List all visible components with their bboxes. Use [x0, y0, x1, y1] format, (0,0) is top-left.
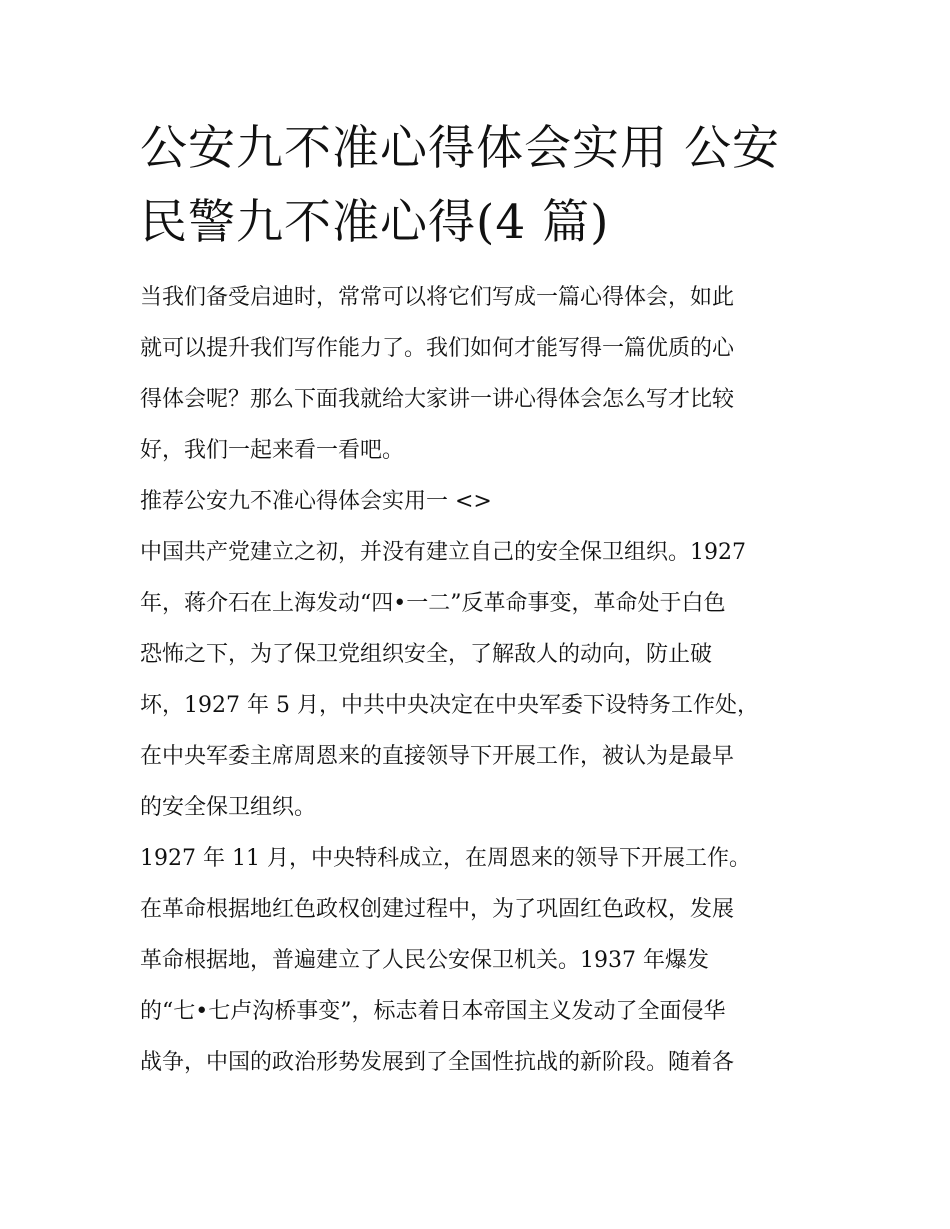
- document-title: [140, 112, 820, 260]
- text-line: 年，蒋介石在上海发动“四•一二”反革命事变，革命处于白色: [140, 591, 726, 616]
- text-line: 的安全保卫组织。: [140, 795, 317, 820]
- text-line: 战争，中国的政治形势发展到了全国性抗战的新阶段。随着各: [140, 1050, 735, 1075]
- history-paragraph: [140, 833, 820, 1088]
- section-heading: [140, 476, 820, 527]
- text-line: 推荐公安九不准心得体会实用一 <>: [140, 489, 492, 514]
- text-line: 恐怖之下，为了保卫党组织安全，了解敌人的动向，防止破: [140, 642, 713, 667]
- title-line: 公安九不准心得体会实用 公安: [140, 121, 780, 176]
- text-line: 革命根据地，普遍建立了人民公安保卫机关。1937 年爆发: [140, 948, 709, 973]
- text-line: 好，我们一起来看一看吧。: [140, 438, 405, 463]
- text-line: 的“七•七卢沟桥事变”，标志着日本帝国主义发动了全面侵华: [140, 999, 726, 1024]
- text-line: 就可以提升我们写作能力了。我们如何才能写得一篇优质的心: [140, 336, 735, 361]
- text-line: 1927 年 11 月，中央特科成立，在周恩来的领导下开展工作。: [140, 846, 751, 871]
- text-line: 中国共产党建立之初，并没有建立自己的安全保卫组织。1927: [140, 540, 746, 565]
- intro-paragraph: [140, 272, 820, 476]
- title-line: 民警九不准心得(4 篇): [140, 195, 610, 250]
- text-line: 在中央军委主席周恩来的直接领导下开展工作，被认为是最早: [140, 744, 735, 769]
- text-line: 坏，1927 年 5 月，中共中央决定在中央军委下设特务工作处，: [140, 693, 759, 718]
- text-line: 在革命根据地红色政权创建过程中，为了巩固红色政权，发展: [140, 897, 735, 922]
- text-line: 当我们备受启迪时，常常可以将它们写成一篇心得体会，如此: [140, 285, 735, 310]
- text-line: 得体会呢？那么下面我就给大家讲一讲心得体会怎么写才比较: [140, 387, 735, 412]
- history-paragraph: [140, 527, 820, 833]
